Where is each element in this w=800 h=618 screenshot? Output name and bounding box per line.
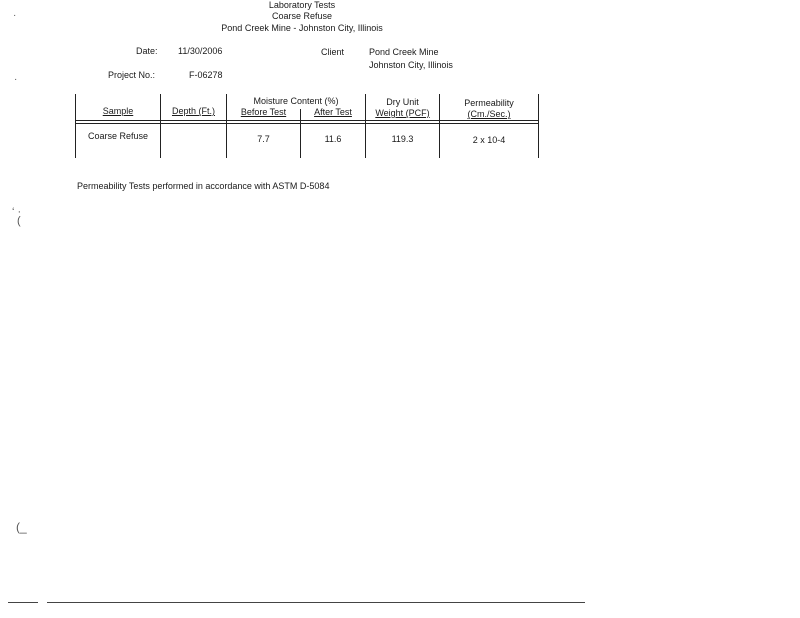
punch-hole-mark: (_ xyxy=(16,520,27,534)
cell-permeability: 2 x 10-4 xyxy=(472,135,506,145)
col-header-sample: Sample xyxy=(102,106,134,116)
punch-hole-mark: ( xyxy=(17,215,21,227)
col-header-units: (Cm./Sec.) xyxy=(467,109,511,119)
project-value: F-06278 xyxy=(189,70,223,80)
report-title: Laboratory Tests xyxy=(268,0,336,10)
report-subtitle: Coarse Refuse xyxy=(271,11,333,21)
scan-mark: · xyxy=(14,74,18,85)
cell-after: 11.6 xyxy=(324,134,342,144)
client-location: Johnston City, Illinois xyxy=(369,60,453,70)
cell-sample: Coarse Refuse xyxy=(87,131,149,141)
client-name: Pond Creek Mine xyxy=(369,47,439,57)
client-label: Client xyxy=(321,47,345,57)
col-header-depth: Depth (Ft.) xyxy=(171,106,215,116)
results-table xyxy=(75,94,540,158)
scan-mark: · xyxy=(13,10,17,21)
col-header-after: After Test xyxy=(314,107,352,117)
footer-rule xyxy=(8,602,38,603)
cell-before: 7.7 xyxy=(257,134,270,144)
header-rule xyxy=(75,123,539,124)
test-note: Permeability Tests performed in accordance with ASTM D-5084 xyxy=(77,181,330,191)
project-label: Project No.: xyxy=(108,70,156,80)
table-border-left xyxy=(75,94,76,158)
col-header-moisture: Moisture Content (%) xyxy=(253,96,339,106)
cell-dry-unit: 119.3 xyxy=(391,134,414,144)
date-value: 11/30/2006 xyxy=(178,46,223,56)
table-divider xyxy=(160,94,161,158)
col-header-before: Before Test xyxy=(240,107,287,117)
report-location: Pond Creek Mine - Johnston City, Illinois xyxy=(221,23,383,33)
header-rule xyxy=(75,120,539,121)
col-header-weight: Weight (PCF) xyxy=(375,108,430,118)
col-header-permeability: Permeability xyxy=(464,98,514,108)
date-label: Date: xyxy=(136,46,158,56)
footer-rule xyxy=(47,602,585,603)
punch-hole-mark: ‘ · xyxy=(12,206,22,218)
col-header-dry-unit: Dry Unit xyxy=(386,97,419,107)
